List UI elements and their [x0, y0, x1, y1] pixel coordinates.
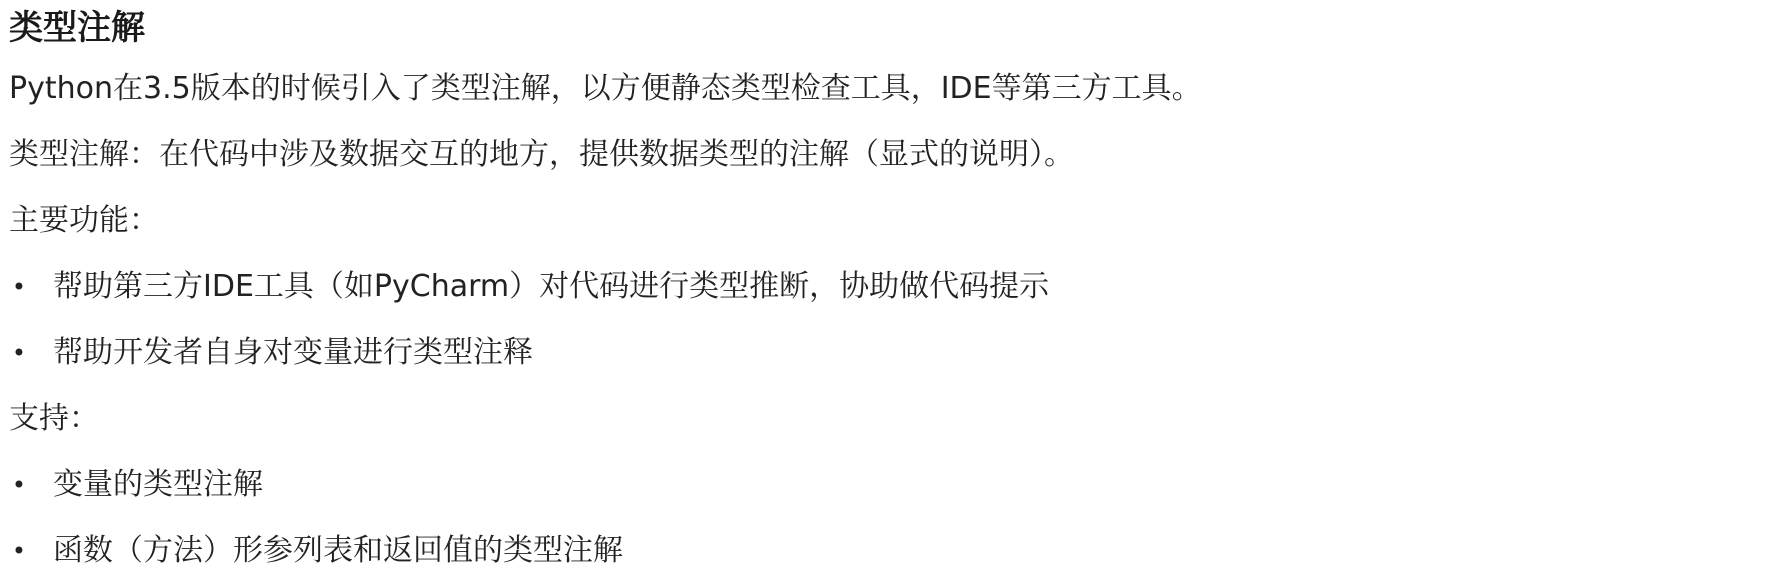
- definition-paragraph: 类型注解：在代码中涉及数据交互的地方，提供数据类型的注解（显式的说明）。: [9, 137, 1074, 172]
- features-heading: 主要功能：: [9, 203, 159, 238]
- support-heading: 支持：: [9, 401, 99, 436]
- list-item-text: 变量的类型注解: [53, 467, 263, 502]
- bullet-icon: •: [11, 273, 27, 301]
- list-item: [9, 518, 1769, 584]
- intro-paragraph: Python在3.5版本的时候引入了类型注解，以方便静态类型检查工具，IDE等第三方工具。: [9, 71, 1202, 106]
- list-item-text: 帮助第三方IDE工具（如PyCharm）对代码进行类型推断，协助做代码提示: [53, 269, 1050, 304]
- list-item-text: 函数（方法）形参列表和返回值的类型注解: [53, 533, 623, 568]
- list-item: [9, 254, 1769, 320]
- list-item: [9, 320, 1769, 386]
- bullet-icon: •: [11, 339, 27, 367]
- list-item-text: 帮助开发者自身对变量进行类型注释: [53, 335, 533, 370]
- bullet-icon: •: [11, 537, 27, 565]
- list-item: [9, 452, 1769, 518]
- document-body: [9, 0, 1769, 584]
- page-title: 类型注解: [9, 8, 145, 48]
- features-list: [9, 254, 1769, 386]
- support-list: [9, 452, 1769, 584]
- bullet-icon: •: [11, 471, 27, 499]
